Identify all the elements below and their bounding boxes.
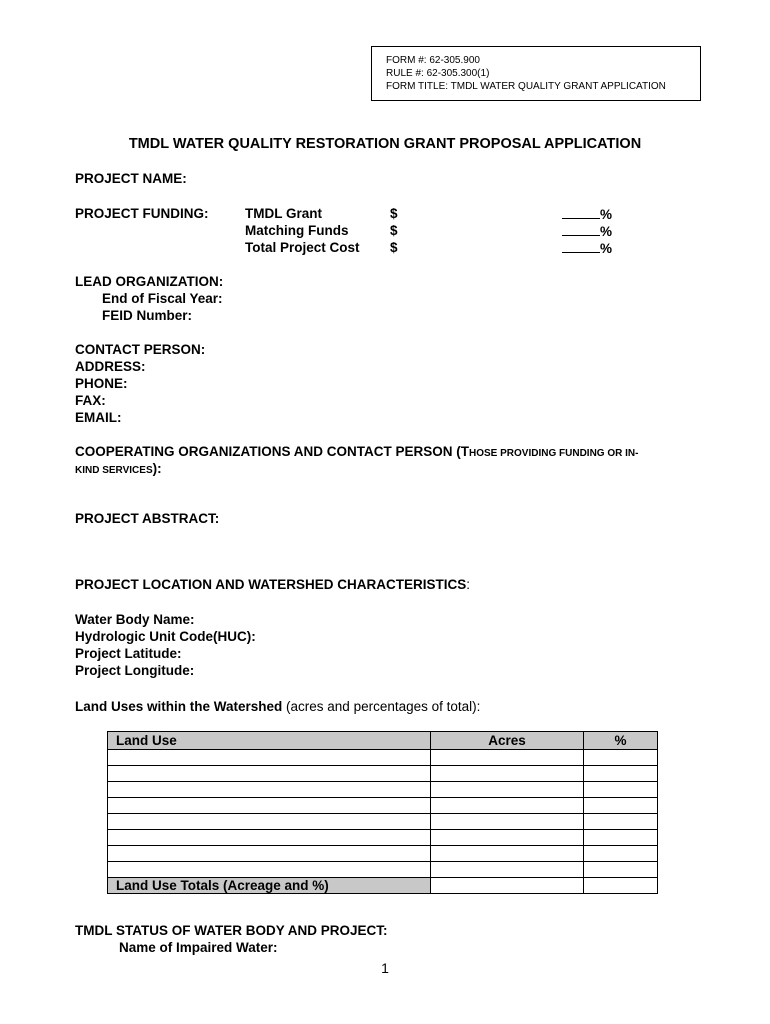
land-use-cell[interactable] <box>108 814 431 830</box>
impaired-water-label: Name of Impaired Water: <box>119 940 278 955</box>
funding-row-label: Matching Funds <box>245 223 349 238</box>
address-label: ADDRESS: <box>75 359 146 374</box>
project-funding-label: PROJECT FUNDING: <box>75 206 209 221</box>
phone-label: PHONE: <box>75 376 128 391</box>
cooperating-organizations-label-cont: KIND SERVICES): <box>75 461 162 476</box>
funding-row-percent: % <box>562 223 612 239</box>
land-use-cell[interactable] <box>108 862 431 878</box>
funding-row-currency: $ <box>390 223 398 238</box>
table-row <box>108 750 658 766</box>
table-header-row <box>108 732 658 750</box>
percent-cell[interactable] <box>584 766 658 782</box>
form-title: FORM TITLE: TMDL WATER QUALITY GRANT APPLICATION <box>386 81 666 92</box>
project-abstract-label: PROJECT ABSTRACT: <box>75 511 220 526</box>
percent-cell[interactable] <box>584 862 658 878</box>
blank-line <box>562 240 600 253</box>
water-body-name-label: Water Body Name: <box>75 612 195 627</box>
rule-number: RULE #: 62-305.300(1) <box>386 68 490 79</box>
table-row <box>108 814 658 830</box>
table-row <box>108 862 658 878</box>
feid-number-label: FEID Number: <box>102 308 193 323</box>
blank-line <box>562 206 600 219</box>
fax-label: FAX: <box>75 393 106 408</box>
project-name-label: PROJECT NAME: <box>75 171 187 186</box>
project-longitude-label: Project Longitude: <box>75 663 195 678</box>
acres-cell[interactable] <box>431 862 584 878</box>
land-use-cell[interactable] <box>108 830 431 846</box>
funding-row-percent: % <box>562 206 612 222</box>
location-section-label: PROJECT LOCATION AND WATERSHED CHARACTERISTICS: <box>75 577 471 592</box>
email-label: EMAIL: <box>75 410 122 425</box>
percent-cell[interactable] <box>584 798 658 814</box>
tmdl-status-label: TMDL STATUS OF WATER BODY AND PROJECT: <box>75 923 388 938</box>
huc-label: Hydrologic Unit Code(HUC): <box>75 629 256 644</box>
acres-total-cell[interactable] <box>431 878 584 894</box>
blank-line <box>562 223 600 236</box>
table-row <box>108 782 658 798</box>
acres-cell[interactable] <box>431 750 584 766</box>
project-latitude-label: Project Latitude: <box>75 646 182 661</box>
land-use-cell[interactable] <box>108 798 431 814</box>
land-use-cell[interactable] <box>108 846 431 862</box>
percent-cell[interactable] <box>584 830 658 846</box>
fiscal-year-label: End of Fiscal Year: <box>102 291 223 306</box>
land-use-cell[interactable] <box>108 782 431 798</box>
percent-total-cell[interactable] <box>584 878 658 894</box>
funding-row-percent: % <box>562 240 612 256</box>
page-title: TMDL WATER QUALITY RESTORATION GRANT PROPOSAL APPLICATION <box>128 136 642 152</box>
percent-cell[interactable] <box>584 750 658 766</box>
percent-cell[interactable] <box>584 846 658 862</box>
totals-label: Land Use Totals (Acreage and %) <box>108 878 431 894</box>
header-percent: % <box>584 732 658 750</box>
land-use-table <box>107 731 658 894</box>
acres-cell[interactable] <box>431 798 584 814</box>
table-row <box>108 830 658 846</box>
page-number: 1 <box>381 960 389 976</box>
land-use-cell[interactable] <box>108 766 431 782</box>
header-land-use: Land Use <box>108 732 431 750</box>
funding-row-label: TMDL Grant <box>245 206 322 221</box>
table-row <box>108 846 658 862</box>
funding-row-currency: $ <box>390 206 398 221</box>
contact-person-label: CONTACT PERSON: <box>75 342 206 357</box>
header-acres: Acres <box>431 732 584 750</box>
form-number: FORM #: 62-305.900 <box>386 55 480 66</box>
land-use-cell[interactable] <box>108 750 431 766</box>
form-info-box <box>371 46 701 101</box>
acres-cell[interactable] <box>431 830 584 846</box>
totals-row <box>108 878 658 894</box>
table-row <box>108 798 658 814</box>
funding-row-label: Total Project Cost <box>245 240 360 255</box>
acres-cell[interactable] <box>431 766 584 782</box>
acres-cell[interactable] <box>431 846 584 862</box>
percent-cell[interactable] <box>584 782 658 798</box>
percent-cell[interactable] <box>584 814 658 830</box>
cooperating-organizations-label: COOPERATING ORGANIZATIONS AND CONTACT PERSON (THOSE PROVIDING FUNDING OR IN- <box>75 444 639 459</box>
funding-row-currency: $ <box>390 240 398 255</box>
lead-organization-label: LEAD ORGANIZATION: <box>75 274 224 289</box>
acres-cell[interactable] <box>431 814 584 830</box>
table-row <box>108 766 658 782</box>
acres-cell[interactable] <box>431 782 584 798</box>
land-uses-label: Land Uses within the Watershed (acres and percentages of total): <box>75 699 481 714</box>
